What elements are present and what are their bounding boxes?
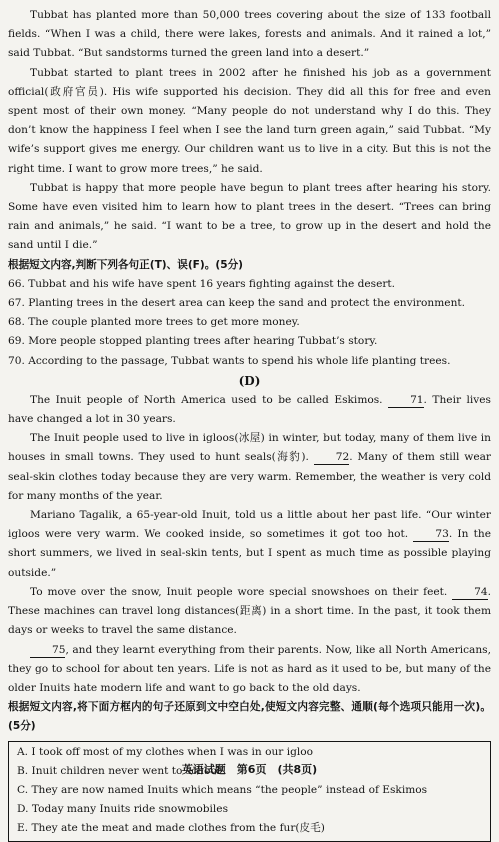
blank-71: 71 bbox=[388, 393, 423, 408]
passage-c-paragraph-3: Tubbat is happy that more people have begun to plant trees after hearing his story. Some have even visited him to learn how to plant trees in the desert. “Trees can bring rain and animals,” he said. “I want to be a tree, to grow up in the desert and hold the sand until I die.” bbox=[8, 181, 491, 252]
passage-c-paragraph-2: Tubbat started to plant trees in 2002 after he finished his job as a government official(政府官员). His wife supported his decision. They did all this for free and even spent most of their own money. “Many people do not understand why I do this. They don’t know the happiness I feel when I see the land turn green again,” said Tubbat. “My wife’s support gives me energy. Our children want us to live in a city. But this is not the right time. I want to grow more trees,” he said. bbox=[8, 66, 491, 175]
option-d: D. Today many Inuits ride snowmobiles bbox=[17, 802, 229, 815]
blank-74: 74 bbox=[452, 585, 487, 600]
statement-67: 67. Planting trees in the desert area can keep the sand and protect the environment. bbox=[8, 297, 466, 310]
passage-d-paragraph-1 bbox=[8, 391, 491, 429]
passage-d-paragraph-2 bbox=[8, 429, 491, 506]
passage-d-p1-text-a: The Inuit people of North America used to be called Eskimos. bbox=[30, 393, 383, 406]
passage-d-p1-text-b: . Their lives have changed a lot in 30 years. bbox=[8, 393, 491, 426]
section-d-heading: (D) bbox=[238, 373, 261, 388]
blank-72: 72 bbox=[314, 450, 349, 465]
statement-68: 68. The couple planted more trees to get more money. bbox=[8, 316, 300, 329]
page-footer: 英语试题 第6页 (共8页) bbox=[181, 763, 318, 776]
passage-d-p3-text-b: . In the short summers, we lived in seal-skin tents, but I spent as much time as possible playing outside.” bbox=[8, 528, 491, 579]
statement-70: 70. According to the passage, Tubbat wants to spend his whole life planting trees. bbox=[8, 354, 451, 367]
passage-d-p5-text-b: , and they learnt everything from their parents. Now, like all North Americans, they go to school for about ten years. Life is not as hard as it used to be, but many of the older Inuits hate modern life and want to go back to the old days. bbox=[8, 643, 491, 694]
statement-69: 69. More people stopped planting trees after hearing Tubbat’s story. bbox=[8, 335, 378, 348]
option-c: C. They are now named Inuits which means “the people” instead of Eskimos bbox=[17, 783, 428, 796]
passage-d-p4-text-a: To move over the snow, Inuit people wore special snowshoes on their feet. bbox=[30, 585, 448, 598]
passage-d-instruction: 根据短文内容,将下面方框内的句子还原到文中空白处,使短文内容完整、通顺(每个选项只能用一次)。(5分) bbox=[8, 701, 491, 733]
option-a: A. I took off most of my clothes when I was in our igloo bbox=[17, 745, 314, 758]
passage-d-paragraph-3 bbox=[8, 506, 491, 583]
passage-d-paragraph-5 bbox=[8, 641, 491, 699]
option-b: B. Inuit children never went to school bbox=[17, 764, 221, 777]
passage-c-instruction: 根据短文内容,判断下列各句正(T)、误(F)。(5分) bbox=[8, 258, 244, 271]
passage-d-p3-text-a: Mariano Tagalik, a 65-year-old Inuit, told us a little about her past life. “Our winter igloos were very warm. We cooked inside, so sometimes it got too hot. bbox=[8, 509, 491, 541]
option-e: E. They ate the meat and made clothes from the fur(皮毛) bbox=[17, 821, 325, 834]
passage-d-p2-text-a: The Inuit people used to live in igloos(冰屋) in winter, but today, many of them live in houses in small towns. They used to hunt seals(海豹). bbox=[8, 432, 491, 464]
passage-c-paragraph-1: Tubbat has planted more than 50,000 trees covering about the size of 133 football fields. “When I was a child, there were lakes, forests and animals. And it rained a lot,” said Tubbat. “But sandstorms turned the green land into a desert.” bbox=[8, 9, 491, 60]
passage-d-paragraph-4 bbox=[8, 583, 491, 641]
passage-d-p4-text-b: . These machines can travel long distances(距离) in a short time. In the past, it took them days or weeks to travel the same distance. bbox=[8, 585, 492, 637]
statement-66: 66. Tubbat and his wife have spent 16 years fighting against the desert. bbox=[8, 277, 396, 290]
passage-d-p2-text-b: . Many of them still wear seal-skin clothes today because they are very warm. Remember, the weather is very cold for many months of the year. bbox=[8, 451, 491, 502]
options-box bbox=[8, 741, 491, 842]
blank-75: 75 bbox=[30, 643, 65, 658]
blank-73: 73 bbox=[413, 527, 448, 542]
